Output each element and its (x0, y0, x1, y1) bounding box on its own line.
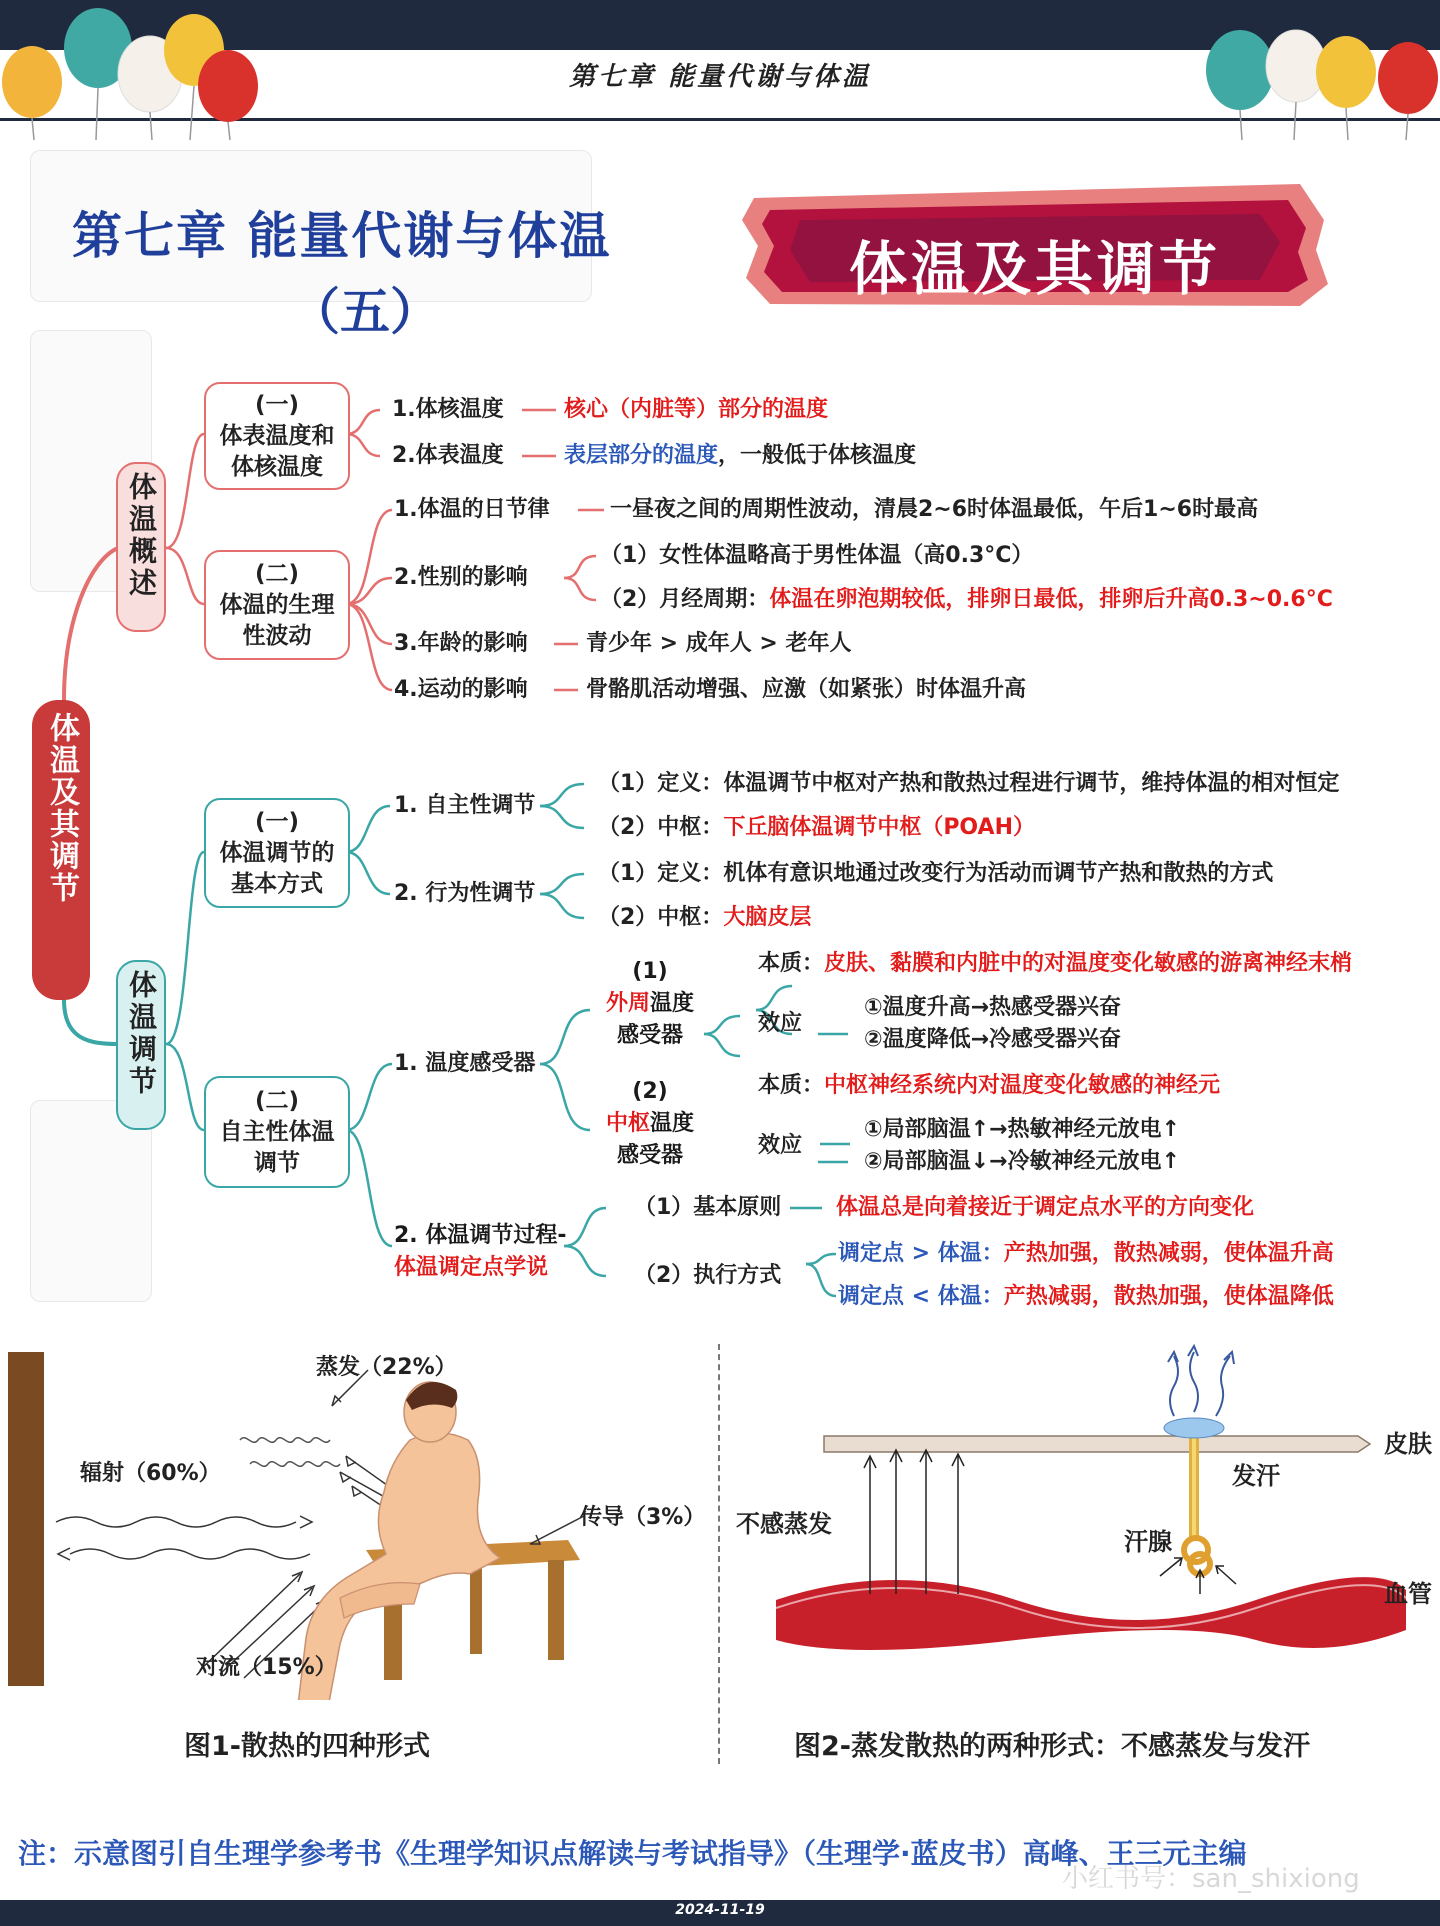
central-line2 (590, 1108, 710, 1140)
behavioral-center-text: 大脑皮层 (723, 905, 812, 930)
overview-label: 体温概述 (125, 472, 158, 600)
peripheral-essence-label: 本质： (758, 951, 825, 976)
sweat-gland-label: 汗腺 (1124, 1528, 1172, 1556)
surface-temp-colored: 表层部分的温度 (564, 443, 719, 468)
group-number: (一) (254, 391, 300, 418)
peripheral-essence-text: 皮肤、黏膜和内脏中的对温度变化敏感的游离神经末梢 (824, 951, 1353, 976)
peripheral-line2 (590, 988, 710, 1020)
regulation-group1-node (204, 798, 350, 908)
exercise-name: 4.运动的影响 (394, 677, 528, 702)
surface-temp-name: 2.体表温度 (392, 443, 504, 468)
group-label: 体核温度 (231, 453, 323, 480)
central-essence-label: 本质： (758, 1073, 825, 1098)
overview-node (116, 462, 166, 632)
daily-rhythm-name: 1.体温的日节律 (394, 497, 550, 522)
behavioral-def-prefix: （1）定义： (598, 861, 724, 886)
watermark: 小红书号：san_shixiong (1062, 1864, 1360, 1894)
gender-name: 2.性别的影响 (394, 565, 528, 590)
group-label: 体温调节的 (219, 839, 335, 866)
overview-group2-node (204, 550, 350, 660)
overview-group1-node (204, 382, 350, 490)
central-effect1: ①局部脑温↑→热敏神经元放电↑ (864, 1117, 1180, 1142)
peripheral-colored: 外周 (605, 991, 650, 1016)
behavioral-center (598, 905, 811, 931)
figure2-evaporation-diagram (730, 1340, 1440, 1680)
central-receptor-node (590, 1076, 710, 1172)
regulation-node (116, 960, 166, 1130)
peripheral-effect-label: 效应 (758, 1011, 803, 1036)
page-title: 第七章 能量代谢与体温 (72, 207, 612, 265)
gender-sub2 (600, 587, 1333, 613)
central-line3: 感受器 (616, 1143, 683, 1168)
central-effect-label: 效应 (758, 1133, 803, 1158)
exec1-prefix: 调定点 > 体温： (838, 1241, 1004, 1266)
exec2 (838, 1284, 1334, 1310)
core-temp-desc: 核心（内脏等）部分的温度 (564, 397, 829, 422)
peripheral-line3: 感受器 (616, 1023, 683, 1048)
group-label: 体温的生理 (219, 591, 335, 618)
peripheral-essence (758, 951, 1352, 977)
autonomic-center (598, 815, 1035, 841)
age-desc: 青少年 > 成年人 > 老年人 (586, 631, 852, 656)
convection-label: 对流（15%） (196, 1655, 337, 1680)
group-label: 基本方式 (231, 870, 323, 897)
autonomic-center-prefix: （2）中枢： (598, 815, 724, 840)
insensible-label: 不感蒸发 (736, 1510, 832, 1538)
gender-sub2-colored: 体温在卵泡期较低，排卵日最低，排卵后升高0.3~0.6°C (769, 587, 1333, 612)
figure-divider (718, 1344, 720, 1764)
gender-sub2-prefix: （2）月经周期： (600, 587, 770, 612)
date-label: 2024-11-19 (675, 1902, 765, 1918)
peripheral-receptor-node (590, 956, 710, 1052)
conduction-label: 传导（3%） (580, 1505, 706, 1530)
exec1-text: 产热加强，散热减弱，使体温升高 (1003, 1241, 1334, 1266)
central-rest: 温度 (650, 1111, 695, 1136)
peripheral-rest: 温度 (650, 991, 695, 1016)
blood-vessel-label: 血管 (1384, 1580, 1432, 1608)
peripheral-num: (1) (632, 959, 668, 984)
age-name: 3.年龄的影响 (394, 631, 528, 656)
behavioral-name: 2. 行为性调节 (394, 881, 536, 906)
autonomic-name: 1. 自主性调节 (394, 793, 536, 818)
figure1-caption: 图1-散热的四种形式 (184, 1731, 430, 1762)
group-label: 性波动 (242, 622, 312, 649)
exec2-prefix: 调定点 < 体温： (838, 1284, 1004, 1309)
autonomic-center-text: 下丘脑体温调节中枢（POAH） (723, 815, 1035, 840)
group-label: 调节 (254, 1149, 300, 1176)
radiation-label: 辐射（60%） (80, 1461, 221, 1486)
behavioral-def (598, 861, 1273, 887)
execution-label: （2）执行方式 (634, 1263, 782, 1288)
central-colored: 中枢 (605, 1111, 650, 1136)
central-num: (2) (632, 1079, 668, 1104)
central-essence-text: 中枢神经系统内对温度变化敏感的神经元 (824, 1073, 1221, 1098)
exec1 (838, 1241, 1334, 1267)
group-number: (二) (254, 560, 300, 587)
autonomic-def-prefix: （1）定义： (598, 771, 724, 796)
root-node (32, 700, 90, 1000)
daily-rhythm-desc: 一昼夜之间的周期性波动，清晨2~6时体温最低，午后1~6时最高 (610, 497, 1259, 522)
page-subtitle: （五） (290, 283, 440, 341)
skin-label: 皮肤 (1384, 1430, 1432, 1458)
group-number: (二) (254, 1087, 300, 1114)
autonomic-def (598, 771, 1339, 797)
figure2-caption: 图2-蒸发散热的两种形式：不感蒸发与发汗 (794, 1731, 1310, 1762)
gender-sub1: （1）女性体温略高于男性体温（高0.3°C） (600, 543, 1034, 568)
peripheral-effect2: ②温度降低→冷感受器兴奋 (864, 1027, 1122, 1052)
behavioral-center-prefix: （2）中枢： (598, 905, 724, 930)
exec2-text: 产热减弱，散热加强，使体温降低 (1003, 1284, 1334, 1309)
header-title: 第七章 能量代谢与体温 (568, 62, 872, 92)
central-essence (758, 1073, 1220, 1099)
surface-temp-rest: ，一般低于体核温度 (718, 443, 917, 468)
group-number: (一) (254, 808, 300, 835)
surface-temp-desc (564, 443, 916, 469)
autonomic-def-text: 体温调节中枢对产热和散热过程进行调节，维持体温的相对恒定 (723, 771, 1340, 796)
central-effect2: ②局部脑温↓→冷敏神经元放电↑ (864, 1149, 1180, 1174)
principle-text: 体温总是向着接近于调定点水平的方向变化 (836, 1195, 1255, 1220)
peripheral-effect1: ①温度升高→热感受器兴奋 (864, 995, 1122, 1020)
banner-title: 体温及其调节 (848, 235, 1221, 303)
receptors-name: 1. 温度感受器 (394, 1051, 536, 1076)
group-label: 体表温度和 (219, 422, 335, 449)
process-name-line2: 体温调定点学说 (394, 1255, 549, 1280)
regulation-group2-node (204, 1076, 350, 1188)
core-temp-name: 1.体核温度 (392, 397, 504, 422)
group-label: 自主性体温 (219, 1118, 335, 1145)
footnote: 注：示意图引自生理学参考书《生理学知识点解读与考试指导》（生理学·蓝皮书）高峰、王三元主编 (18, 1837, 1247, 1870)
exercise-desc: 骨骼肌活动增强、应激（如紧张）时体温升高 (586, 677, 1027, 702)
behavioral-def-text: 机体有意识地通过改变行为活动而调节产热和散热的方式 (723, 861, 1274, 886)
evaporation-label: 蒸发（22%） (316, 1355, 457, 1380)
regulation-label: 体温调节 (125, 970, 158, 1098)
process-name-line1: 2. 体温调节过程- (394, 1223, 567, 1248)
process-node (394, 1220, 566, 1284)
sweating-label: 发汗 (1232, 1462, 1280, 1490)
principle-label: （1）基本原则 (634, 1195, 782, 1220)
root-label: 体温及其调节 (44, 712, 79, 904)
